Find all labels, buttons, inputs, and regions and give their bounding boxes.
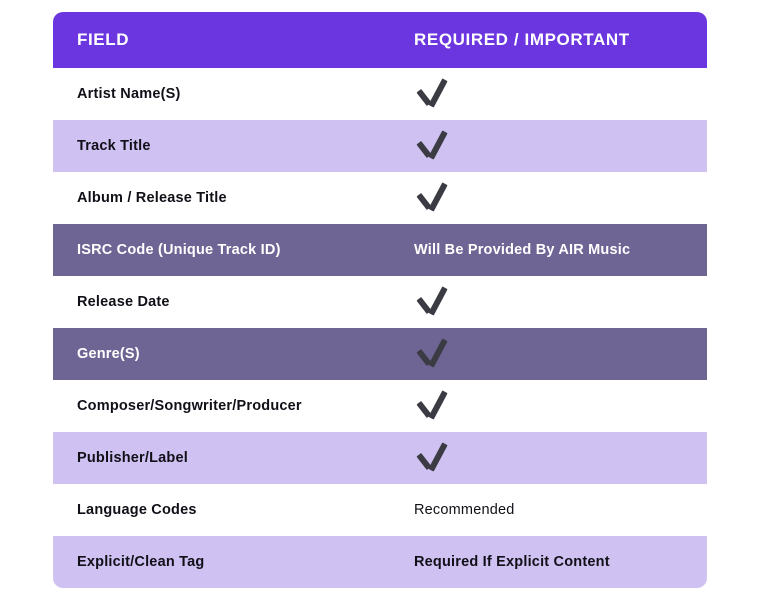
row-field-cell — [53, 120, 402, 172]
row-field-cell — [53, 484, 402, 536]
requirements-table — [53, 12, 707, 588]
row-required-cell — [402, 536, 707, 588]
field-label: Artist Name(S) — [77, 86, 181, 102]
table-header-row — [53, 12, 707, 68]
row-required-cell — [402, 224, 707, 276]
field-label: Genre(S) — [77, 346, 140, 362]
field-label: Publisher/Label — [77, 450, 188, 466]
field-label: Explicit/Clean Tag — [77, 554, 205, 570]
table-row — [53, 224, 707, 276]
table-row — [53, 536, 707, 588]
check-icon — [416, 337, 450, 371]
row-required-cell — [402, 380, 707, 432]
row-field-cell — [53, 224, 402, 276]
header-label-field: FIELD — [77, 30, 130, 49]
check-icon — [416, 129, 450, 163]
header-cell-required — [402, 12, 707, 68]
row-field-cell — [53, 380, 402, 432]
row-required-cell — [402, 68, 707, 120]
table-row — [53, 68, 707, 120]
check-icon — [416, 389, 450, 423]
table-row — [53, 328, 707, 380]
row-field-cell — [53, 328, 402, 380]
row-field-cell — [53, 276, 402, 328]
row-required-cell — [402, 172, 707, 224]
table-row — [53, 484, 707, 536]
field-label: Release Date — [77, 294, 170, 310]
field-label: ISRC Code (Unique Track ID) — [77, 242, 281, 258]
field-label: Language Codes — [77, 502, 197, 518]
row-required-cell — [402, 276, 707, 328]
check-icon — [416, 441, 450, 475]
header-label-required: REQUIRED / IMPORTANT — [414, 30, 630, 49]
required-text: Will Be Provided By AIR Music — [414, 242, 631, 258]
table-row — [53, 120, 707, 172]
required-text: Recommended — [414, 502, 515, 518]
row-required-cell — [402, 432, 707, 484]
row-field-cell — [53, 432, 402, 484]
check-icon — [416, 285, 450, 319]
table-row — [53, 172, 707, 224]
header-cell-field — [53, 12, 402, 68]
row-required-cell — [402, 328, 707, 380]
table-row — [53, 432, 707, 484]
field-label: Album / Release Title — [77, 190, 227, 206]
row-required-cell — [402, 120, 707, 172]
table-row — [53, 276, 707, 328]
row-field-cell — [53, 172, 402, 224]
row-field-cell — [53, 68, 402, 120]
check-icon — [416, 77, 450, 111]
table-row — [53, 380, 707, 432]
field-label: Composer/Songwriter/Producer — [77, 398, 302, 414]
row-required-cell — [402, 484, 707, 536]
check-icon — [416, 181, 450, 215]
required-text: Required If Explicit Content — [414, 554, 610, 570]
field-label: Track Title — [77, 138, 151, 154]
row-field-cell — [53, 536, 402, 588]
